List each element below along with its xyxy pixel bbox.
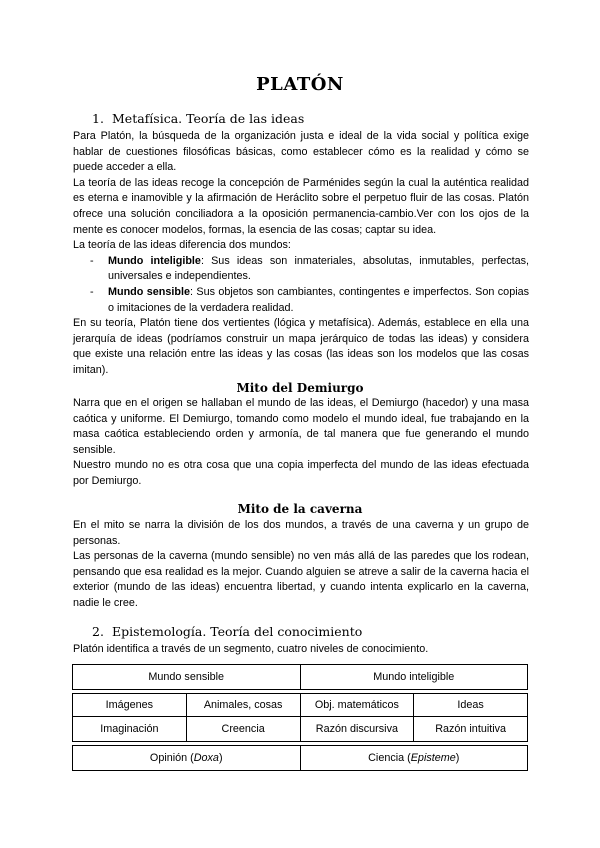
table-cell: Animales, cosas xyxy=(186,694,300,717)
caverna-heading: Mito de la caverna xyxy=(237,502,363,516)
table-cell: Imágenes xyxy=(73,694,187,717)
ciencia-close: ) xyxy=(455,752,460,764)
term-label: Mundo inteligible xyxy=(108,254,201,267)
table-row xyxy=(73,694,528,717)
table-cell: Razón discursiva xyxy=(300,717,414,742)
knowledge-levels-table xyxy=(72,664,528,771)
demiurgo-heading: Mito del Demiurgo xyxy=(236,381,364,395)
section-1-number: 1. xyxy=(92,111,104,126)
paragraph: Nuestro mundo no es otra cosa que una copia imperfecta del mundo de las ideas efectuada por Demiurgo. xyxy=(73,459,529,487)
demiurgo-body xyxy=(73,396,529,490)
paragraph: Para Platón, la búsqueda de la organización justa e ideal de la vida social y política exige hablar de cuestiones filosóficas básicas, como establecer cómo es la realidad y cómo se puede acceder a ella. xyxy=(73,130,529,174)
paragraph: La teoría de las ideas recoge la concepción de Parménides según la cual la auténtica realidad es eterna e inamovible y la afirmación de Heráclito sobre el perpetuo fluir de las cosas. Platón ofrece una solución conciliadora a la oposición permanencia-cambio.Ver con los ojos de la mente es conocer modelos, formas, la esencia de las cosas; captar su idea. xyxy=(73,176,529,236)
list-item xyxy=(73,254,529,285)
table-cell xyxy=(73,746,301,771)
table-cell: Mundo sensible xyxy=(73,665,301,690)
paragraph: En su teoría, Platón tiene dos vertientes (lógica y metafísica). Además, establece en ella una jerarquía de ideas (podríamos construir un mapa jerárquico de todas las ideas) y considera que existe una relación entre las ideas y las cosas (las ideas son los modelos que las cosas imitan). xyxy=(73,317,529,376)
section-2-title: Epistemología. Teoría del conocimiento xyxy=(112,624,363,639)
paragraph: En el mito se narra la división de los dos mundos, a través de una caverna y un grupo de personas. xyxy=(73,519,529,547)
opinion-close: ) xyxy=(218,752,223,764)
section-2-heading xyxy=(92,624,362,639)
table-cell xyxy=(300,746,528,771)
paragraph: Las personas de la caverna (mundo sensible) no ven más allá de las paredes que los rodean, pensando que esa realidad es la mejor. Cuando alguien se atreve a salir de la caverna hacia el exterior (mundo de las ideas) encuentra libertad, y cuando intenta explicarlo en la caverna, nadie le cree. xyxy=(73,550,529,609)
list-dash: - xyxy=(90,254,94,267)
paragraph: La teoría de las ideas diferencia dos mundos: xyxy=(73,239,291,252)
term-label: Mundo sensible xyxy=(108,285,190,298)
opinion-term: Doxa xyxy=(193,752,219,764)
list-item xyxy=(73,285,529,316)
term-description: : Sus objetos son cambiantes, contingentes e imperfectos. Son copias o imitaciones de la verdadera realidad. xyxy=(108,285,529,314)
table-cell: Creencia xyxy=(186,717,300,742)
table-row xyxy=(73,746,528,771)
page-title: PLATÓN xyxy=(256,74,344,95)
paragraph: Narra que en el origen se hallaban el mundo de las ideas, el Demiurgo (hacedor) y una masa caótica y uniforme. El Demiurgo, tomando como modelo el mundo ideal, fue trabajando en la masa caótica estableciendo orden y armonía, de tal manera que fue generando el mundo sensible. xyxy=(73,397,529,456)
table-cell: Obj. matemáticos xyxy=(300,694,414,717)
opinion-label: Opinión ( xyxy=(149,752,194,764)
ciencia-term: Episteme xyxy=(410,752,456,764)
section-1-body xyxy=(73,129,529,379)
term-description: : Sus ideas son inmateriales, absolutas, inmutables, perfectas, universales e independientes. xyxy=(108,254,529,283)
paragraph: Platón identifica a través de un segmento, cuatro niveles de conocimiento. xyxy=(73,643,429,655)
section-1-title: Metafísica. Teoría de las ideas xyxy=(112,111,305,126)
table-cell: Mundo inteligible xyxy=(300,665,528,690)
list-dash: - xyxy=(90,285,94,298)
section-1-heading xyxy=(92,111,304,126)
section-2-number: 2. xyxy=(92,624,104,639)
worlds-list xyxy=(73,254,529,316)
caverna-body xyxy=(73,518,529,612)
section-2-intro xyxy=(73,642,529,658)
table-cell: Razón intuitiva xyxy=(414,717,528,742)
table-cell: Ideas xyxy=(414,694,528,717)
table-row xyxy=(73,665,528,690)
table-cell: Imaginación xyxy=(73,717,187,742)
table-row xyxy=(73,717,528,742)
ciencia-label: Ciencia ( xyxy=(368,752,411,764)
